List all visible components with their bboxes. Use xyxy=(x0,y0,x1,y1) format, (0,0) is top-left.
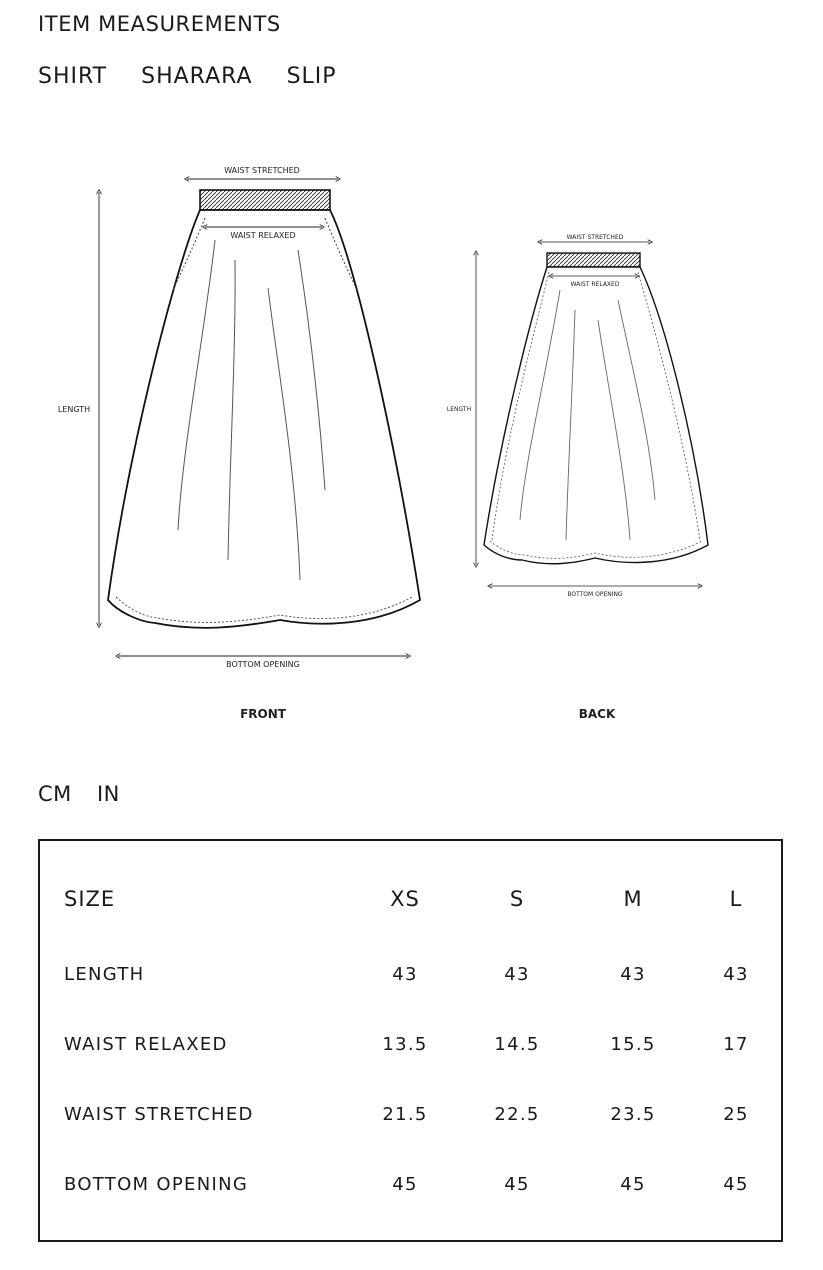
table-cell: BOTTOM OPENING xyxy=(64,1174,249,1195)
back-waist-stretched-label: WAIST STRETCHED xyxy=(566,234,624,241)
table-cell: 14.5 xyxy=(494,1034,540,1055)
table-header-cell: M xyxy=(623,887,643,911)
page-title: ITEM MEASUREMENTS xyxy=(38,12,281,36)
table-cell: 23.5 xyxy=(610,1104,656,1125)
table-cell: 13.5 xyxy=(382,1034,428,1055)
table-header-cell: L xyxy=(729,887,743,911)
table-cell: 45 xyxy=(620,1174,646,1195)
garment-tabs xyxy=(38,64,363,89)
table-header-cell: SIZE xyxy=(64,887,116,911)
table-cell: 43 xyxy=(723,964,749,985)
table-cell: 17 xyxy=(723,1034,749,1055)
front-length-label: LENGTH xyxy=(57,405,91,414)
front-waist-stretched-label: WAIST STRETCHED xyxy=(224,166,300,175)
tab-slip[interactable]: SLIP xyxy=(286,64,337,89)
table-row xyxy=(40,964,781,998)
front-bottom-opening-label: BOTTOM OPENING xyxy=(226,660,300,669)
table-header-cell: XS xyxy=(390,887,420,911)
back-waist-relaxed-label: WAIST RELAXED xyxy=(570,281,620,288)
front-skirt-drawing xyxy=(58,166,420,721)
table-row xyxy=(40,1034,781,1068)
table-cell: 15.5 xyxy=(610,1034,656,1055)
unit-in-button[interactable]: IN xyxy=(96,782,120,806)
table-header-row xyxy=(40,887,781,921)
table-cell: 43 xyxy=(620,964,646,985)
table-header-cell: S xyxy=(509,887,525,911)
table-cell: 25 xyxy=(723,1104,749,1125)
tab-sharara[interactable]: SHARARA xyxy=(141,64,253,89)
table-row xyxy=(40,1104,781,1138)
table-cell: 43 xyxy=(504,964,530,985)
table-cell: 45 xyxy=(392,1174,418,1195)
back-skirt-drawing xyxy=(447,234,708,721)
table-cell: LENGTH xyxy=(64,964,145,985)
table-cell: 21.5 xyxy=(382,1104,428,1125)
back-bottom-opening-label: BOTTOM OPENING xyxy=(567,591,623,598)
back-length-label: LENGTH xyxy=(446,406,472,413)
unit-cm-button[interactable]: CM xyxy=(38,782,72,806)
table-cell: WAIST STRETCHED xyxy=(64,1104,254,1125)
back-caption: BACK xyxy=(578,707,616,721)
unit-toggle xyxy=(38,782,138,806)
table-cell: 45 xyxy=(723,1174,749,1195)
front-caption: FRONT xyxy=(240,707,286,721)
tab-shirt[interactable]: SHIRT xyxy=(38,64,108,89)
skirt-measurement-diagram xyxy=(0,140,823,740)
front-waist-relaxed-label: WAIST RELAXED xyxy=(230,231,296,240)
table-cell: 22.5 xyxy=(494,1104,540,1125)
table-cell: 43 xyxy=(392,964,418,985)
table-cell: WAIST RELAXED xyxy=(64,1034,228,1055)
size-chart-table xyxy=(38,839,783,1242)
table-row xyxy=(40,1174,781,1208)
table-cell: 45 xyxy=(504,1174,530,1195)
